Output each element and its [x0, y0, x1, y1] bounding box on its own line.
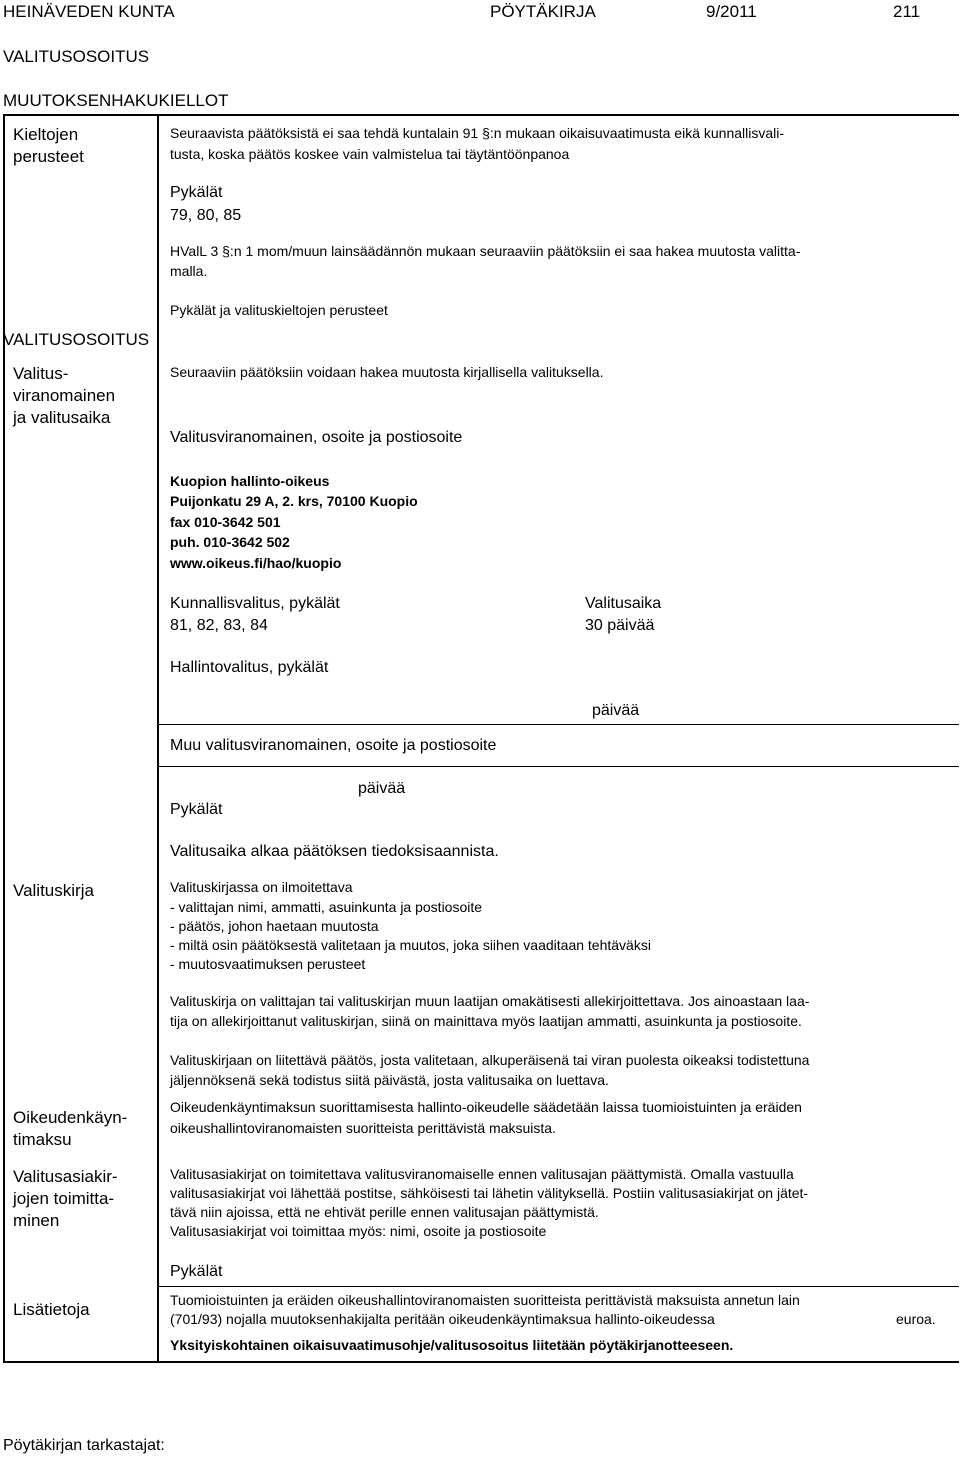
label-valitusasiakirjat-3: minen [13, 1211, 60, 1230]
valituskirja-attach-2: jäljennöksenä sekä todistus siitä päivästä, josta valitusaika on luettava. [170, 1072, 609, 1088]
oikeudenkaynti-text-1: Oikeudenkäyntimaksun suorittamisesta hallinto-oikeudelle säädetään laissa tuomioistuinten ja eräiden [170, 1099, 802, 1115]
table-column-divider [157, 114, 159, 1363]
valituskirja-line-4: - miltä osin päätöksestä valitetaan ja muutos, joka siihen vaaditaan tehtäväksi [170, 937, 651, 953]
authority-address: Puijonkatu 29 A, 2. krs, 70100 Kuopio [170, 493, 418, 509]
authority-fax: fax 010-3642 501 [170, 514, 281, 530]
valitusaika-value: 30 päivää [585, 617, 655, 634]
valitusasiakirjat-text-2: valitusasiakirjat voi lähettää postitse, sähköisesti tai lähetin välityksellä. Postiin valitusasiakirjat on jätet- [170, 1185, 809, 1201]
hval-line-1: HValL 3 §:n 1 mom/muun lainsäädännön mukaan seuraaviin päätöksiin ei saa hakea muutosta valitta- [170, 243, 801, 259]
title-muutoksenhakukiellot: MUUTOKSENHAKUKIELLOT [3, 91, 229, 110]
oikeudenkaynti-text-2: oikeushallintoviranomaisten suoritteista perittävistä maksuista. [170, 1120, 556, 1136]
lisatietoja-bold-note: Yksityiskohtainen oikaisuvaatimusohje/valitusosoitus liitetään pöytäkirjanotteeseen. [170, 1337, 734, 1353]
kunnallisvalitus-value: 81, 82, 83, 84 [170, 617, 268, 634]
label-valituskirja: Valituskirja [13, 881, 94, 900]
label-oikeudenkaynti-1: Oikeudenkäyn- [13, 1108, 128, 1127]
table-left-border [3, 114, 5, 1363]
valituskirja-line-3: - päätös, johon haetaan muutosta [170, 918, 379, 934]
label-valitusasiakirjat-1: Valitusasiakir- [13, 1167, 118, 1186]
separator-hallinto [157, 724, 959, 725]
authority-name: Kuopion hallinto-oikeus [170, 473, 330, 489]
table-bottom-border [3, 1361, 959, 1363]
valitusaika-label: Valitusaika [585, 595, 662, 612]
valitusasiakirjat-text-4: Valitusasiakirjat voi toimittaa myös: nimi, osoite ja postiosoite [170, 1223, 547, 1239]
valituskirja-signed-2: tija on allekirjoittanut valituskirjan, siinä on mainittava myös laatijan ammatti, asuinkunta ja postiosoite. [170, 1013, 802, 1029]
valituskirja-line-1: Valituskirjassa on ilmoitettava [170, 879, 353, 895]
label-valitusviranomainen-1: Valitus- [13, 364, 69, 383]
header-doc-type: PÖYTÄKIRJA [490, 2, 596, 21]
separator-muu [157, 766, 959, 767]
kieltojen-pykalat-label: Pykälät [170, 184, 223, 201]
valitusaika-alkaa: Valitusaika alkaa päätöksen tiedoksisaannista. [170, 843, 499, 860]
authority-heading: Valitusviranomainen, osoite ja postiosoite [170, 429, 463, 446]
valitusasiakirjat-text-3: tävä niin ajoissa, että ne ehtivät perille ennen valitusajan päättymistä. [170, 1204, 599, 1220]
authority-phone: puh. 010-3642 502 [170, 534, 290, 550]
muu-viranomainen-label: Muu valitusviranomainen, osoite ja postiosoite [170, 737, 497, 754]
pykalat-valituskieltojen-perusteet: Pykälät ja valituskieltojen perusteet [170, 302, 388, 318]
valituskirja-signed-1: Valituskirja on valittajan tai valituskirjan muun laatijan omakätisesti allekirjoittettava. Jos ainoastaan laa- [170, 993, 810, 1009]
valituskirja-attach-1: Valituskirjaan on liitettävä päätös, josta valitetaan, alkuperäisenä tai viran puolesta oikeaksi todistettuna [170, 1052, 810, 1068]
hallintovalitus-label: Hallintovalitus, pykälät [170, 659, 329, 676]
hallintovalitus-days: päivää [592, 702, 640, 719]
kieltojen-intro-line-2: tusta, koska päätös koskee vain valmistelua tai täytäntöönpanoa [170, 146, 570, 162]
kieltojen-pykalat-value: 79, 80, 85 [170, 207, 242, 224]
lisatietoja-text-2-euroa: euroa. [896, 1311, 936, 1327]
valituskirja-line-2: - valittajan nimi, ammatti, asuinkunta ja postiosoite [170, 899, 483, 915]
valituskirja-line-5: - muutosvaatimuksen perusteet [170, 956, 366, 972]
heading-valitusosoitus: VALITUSOSOITUS [3, 330, 150, 349]
table-top-border [3, 114, 959, 116]
lisatietoja-text-1: Tuomioistuinten ja eräiden oikeushallintoviranomaisten suoritteista perittävistä maksuista annetun lain [170, 1292, 800, 1308]
label-oikeudenkaynti-2: timaksu [13, 1130, 72, 1149]
separator-lisatietoja [157, 1286, 959, 1287]
label-valitusasiakirjat-2: jojen toimitta- [13, 1189, 115, 1208]
header-org: HEINÄVEDEN KUNTA [3, 2, 175, 21]
footer-tarkastajat: Pöytäkirjan tarkastajat: [3, 1437, 165, 1454]
valitusasiakirjat-text-1: Valitusasiakirjat on toimitettava valitusviranomaiselle ennen valitusajan päättymistä. Omalla vastuulla [170, 1166, 794, 1182]
kunnallisvalitus-label: Kunnallisvalitus, pykälät [170, 595, 340, 612]
hval-line-2: malla. [170, 263, 208, 279]
label-lisatietoja: Lisätietoja [13, 1300, 90, 1319]
lisatietoja-text-2: (701/93) nojalla muutoksenhakijalta peritään oikeudenkäyntimaksua hallinto-oikeudessa [170, 1311, 715, 1327]
muu-viranomainen-days: päivää [358, 780, 406, 797]
header-doc-number: 9/2011 [706, 2, 757, 21]
valitus-intro: Seuraaviin päätöksiin voidaan hakea muutosta kirjallisella valituksella. [170, 364, 604, 380]
authority-website: www.oikeus.fi/hao/kuopio [170, 555, 342, 571]
valitusasiakirjat-pykalat: Pykälät [170, 1263, 223, 1280]
header-page-number: 211 [893, 2, 921, 21]
label-valitusviranomainen-2: viranomainen [13, 386, 116, 405]
muu-viranomainen-pykalat: Pykälät [170, 801, 223, 818]
label-valitusviranomainen-3: ja valitusaika [13, 408, 111, 427]
title-valitusosoitus: VALITUSOSOITUS [3, 47, 150, 66]
label-kieltojen-perusteet: Kieltojen perusteet [13, 125, 84, 166]
kieltojen-intro-line-1: Seuraavista päätöksistä ei saa tehdä kuntalain 91 §:n mukaan oikaisuvaatimusta eikä kunnallisvali- [170, 125, 785, 141]
